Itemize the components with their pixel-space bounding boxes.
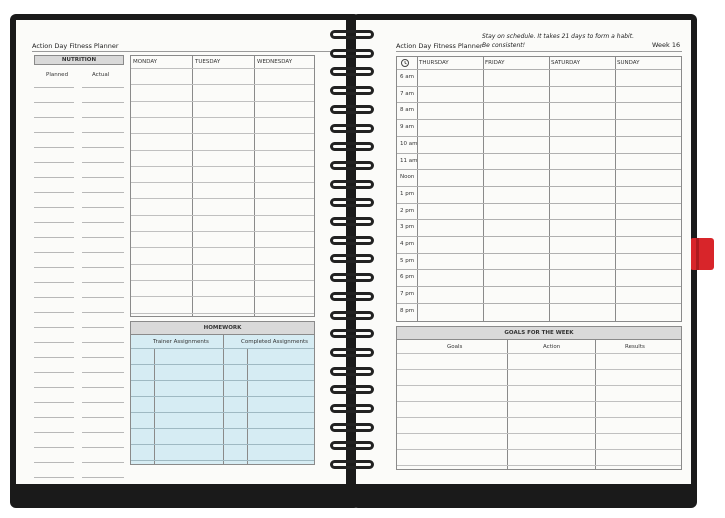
ruled-line — [34, 192, 74, 193]
time-label: 6 am — [400, 74, 414, 80]
ruled-line — [34, 432, 74, 433]
ruled-line — [82, 447, 124, 448]
spiral-ring — [330, 86, 374, 95]
ruled-line — [131, 364, 314, 365]
day-friday: FRIDAY — [485, 60, 505, 66]
spiral-ring — [330, 423, 374, 432]
ruled-line — [131, 313, 314, 314]
clock-icon — [401, 59, 409, 67]
ruled-line — [131, 396, 314, 397]
schedule-row-line — [397, 119, 681, 120]
schedule-row-line — [397, 102, 681, 103]
spiral-ring — [330, 105, 374, 114]
ruled-line — [34, 87, 74, 88]
ruled-line — [82, 282, 124, 283]
ruled-line — [34, 162, 74, 163]
schedule-row-line — [397, 303, 681, 304]
ruled-line — [34, 387, 74, 388]
ruled-line — [34, 252, 74, 253]
grid-divider — [615, 57, 616, 321]
day-sunday: SUNDAY — [617, 60, 640, 66]
spiral-ring — [330, 124, 374, 133]
ruled-line — [131, 296, 314, 297]
grid-divider — [549, 57, 550, 321]
ruled-line — [82, 237, 124, 238]
ruled-line — [34, 177, 74, 178]
spiral-ring — [330, 385, 374, 394]
ruled-line — [82, 477, 124, 478]
ruled-line — [82, 207, 124, 208]
spiral-ring — [330, 460, 374, 469]
day-wednesday: WEDNESDAY — [257, 59, 293, 65]
motto-line2: Be consistent! — [482, 42, 526, 49]
ruled-line — [82, 102, 124, 103]
title-rule — [32, 51, 332, 52]
ruled-line — [34, 147, 74, 148]
left-day-grid — [130, 55, 315, 317]
time-label: 8 pm — [400, 307, 415, 314]
ruled-line — [82, 387, 124, 388]
goals-heading: GOALS FOR THE WEEK — [397, 327, 681, 340]
schedule-row-line — [397, 169, 681, 170]
ruled-line — [34, 312, 74, 313]
day-tuesday: TUESDAY — [195, 59, 221, 65]
ruled-line — [82, 147, 124, 148]
ruled-line — [34, 342, 74, 343]
time-label: 6 pm — [400, 274, 415, 281]
title-rule — [396, 51, 682, 52]
ruled-line — [34, 462, 74, 463]
right-page-title: Action Day Fitness Planner — [396, 42, 483, 50]
spiral-ring — [330, 30, 374, 39]
ruled-line — [397, 385, 681, 386]
spiral-ring — [330, 236, 374, 245]
ruled-line — [82, 462, 124, 463]
hw-divider — [247, 348, 248, 464]
ruled-line — [34, 297, 74, 298]
time-label: 8 am — [400, 107, 414, 114]
grid-divider — [254, 56, 255, 316]
time-label: 1 pm — [400, 190, 415, 197]
ruled-line — [82, 252, 124, 253]
ruled-line — [131, 68, 314, 69]
ruled-line — [131, 182, 314, 183]
ruled-line — [34, 207, 74, 208]
ruled-line — [82, 177, 124, 178]
spiral-ring — [330, 49, 374, 58]
schedule-row-line — [397, 236, 681, 237]
ruled-line — [131, 101, 314, 102]
spiral-ring — [330, 311, 374, 320]
spiral-ring — [330, 404, 374, 413]
ruled-line — [34, 372, 74, 373]
nutrition-heading: NUTRITION — [34, 55, 124, 65]
goals-box — [396, 326, 682, 470]
time-label: 2 pm — [400, 207, 415, 214]
ruled-line — [34, 327, 74, 328]
right-page — [356, 20, 691, 484]
ruled-line — [82, 402, 124, 403]
left-page — [16, 20, 346, 484]
time-label: 4 pm — [400, 241, 415, 247]
spiral-ring — [330, 254, 374, 263]
day-thursday: THURSDAY — [419, 60, 449, 66]
time-label: Noon — [400, 174, 415, 181]
ruled-line — [131, 412, 314, 413]
homework-heading: HOMEWORK — [131, 322, 314, 335]
ruled-line — [82, 267, 124, 268]
grid-divider — [192, 56, 193, 316]
spiral-ring — [330, 198, 374, 207]
day-monday: MONDAY — [133, 59, 158, 65]
schedule-row-line — [397, 253, 681, 254]
ruled-line — [34, 102, 74, 103]
time-label: 3 pm — [400, 224, 415, 231]
ruled-line — [82, 117, 124, 118]
ruled-line — [131, 215, 314, 216]
nutrition-col-planned: Planned — [46, 72, 69, 78]
ruled-line — [82, 222, 124, 223]
schedule-row-line — [397, 153, 681, 154]
ruled-line — [34, 357, 74, 358]
ruled-line — [34, 417, 74, 418]
time-label: 7 am — [400, 90, 414, 97]
spiral-ring — [330, 273, 374, 282]
ruled-line — [34, 267, 74, 268]
schedule-row-line — [397, 286, 681, 287]
nutrition-box — [34, 55, 124, 469]
ruled-line — [397, 417, 681, 418]
ruled-line — [82, 162, 124, 163]
nutrition-col-actual: Actual — [92, 72, 110, 78]
schedule-row-line — [397, 136, 681, 137]
ruled-line — [34, 222, 74, 223]
bookmark-ribbon — [690, 238, 714, 270]
ruled-line — [397, 465, 681, 466]
ruled-line — [397, 433, 681, 434]
ruled-line — [82, 432, 124, 433]
schedule-row-line — [397, 219, 681, 220]
goals-col-results: Results — [625, 344, 645, 350]
ruled-line — [397, 369, 681, 370]
schedule-row-line — [397, 186, 681, 187]
ruled-line — [82, 297, 124, 298]
time-label: 7 pm — [400, 291, 415, 298]
ruled-line — [131, 231, 314, 232]
ruled-line — [34, 477, 74, 478]
schedule-row-line — [397, 86, 681, 87]
ruled-line — [82, 87, 124, 88]
time-label: 11 am — [400, 157, 418, 164]
ruled-line — [131, 117, 314, 118]
ruled-line — [34, 447, 74, 448]
ruled-line — [82, 327, 124, 328]
ruled-line — [34, 117, 74, 118]
ruled-line — [131, 348, 314, 349]
ruled-line — [131, 264, 314, 265]
ruled-line — [82, 132, 124, 133]
spiral-ring — [330, 367, 374, 376]
homework-col-completed: Completed Assignments — [241, 339, 308, 345]
spiral-ring — [330, 161, 374, 170]
spiral-ring — [330, 348, 374, 357]
schedule-row-line — [397, 203, 681, 204]
ruled-line — [131, 166, 314, 167]
spiral-ring — [330, 292, 374, 301]
day-saturday: SATURDAY — [551, 60, 580, 66]
goals-col-goals: Goals — [447, 344, 463, 350]
ruled-line — [131, 444, 314, 445]
ruled-line — [131, 150, 314, 151]
spiral-ring — [330, 180, 374, 189]
spiral-ring — [330, 217, 374, 226]
time-label: 5 pm — [400, 257, 415, 264]
ruled-line — [397, 449, 681, 450]
schedule-row-line — [397, 269, 681, 270]
ruled-line — [34, 282, 74, 283]
motto-line1: Stay on schedule. It takes 21 days to form a habit. — [482, 33, 634, 40]
ruled-line — [82, 357, 124, 358]
spiral-ring — [330, 441, 374, 450]
week-label: Week 16 — [652, 41, 681, 49]
homework-col-trainer: Trainer Assignments — [153, 339, 209, 345]
spiral-ring — [330, 329, 374, 338]
left-page-title: Action Day Fitness Planner — [32, 42, 119, 50]
schedule-box — [396, 56, 682, 322]
grid-divider — [417, 57, 418, 321]
ruled-line — [131, 280, 314, 281]
ruled-line — [82, 417, 124, 418]
hw-divider — [154, 348, 155, 464]
ruled-line — [34, 402, 74, 403]
ruled-line — [82, 192, 124, 193]
spiral-ring — [330, 67, 374, 76]
ruled-line — [82, 372, 124, 373]
ruled-line — [131, 428, 314, 429]
ruled-line — [397, 401, 681, 402]
ruled-line — [397, 353, 681, 354]
ruled-line — [131, 84, 314, 85]
spiral-binding — [330, 30, 382, 480]
time-label: 9 am — [400, 124, 414, 131]
ruled-line — [34, 132, 74, 133]
schedule-row-line — [397, 69, 681, 70]
homework-box — [130, 321, 315, 465]
ruled-line — [131, 460, 314, 461]
time-label: 10 am — [400, 140, 418, 147]
ruled-line — [131, 198, 314, 199]
grid-divider — [483, 57, 484, 321]
ruled-line — [131, 133, 314, 134]
ruled-line — [131, 247, 314, 248]
ruled-line — [34, 237, 74, 238]
spiral-ring — [330, 142, 374, 151]
goals-col-action: Action — [543, 344, 561, 350]
ruled-line — [131, 380, 314, 381]
ruled-line — [82, 342, 124, 343]
ruled-line — [82, 312, 124, 313]
